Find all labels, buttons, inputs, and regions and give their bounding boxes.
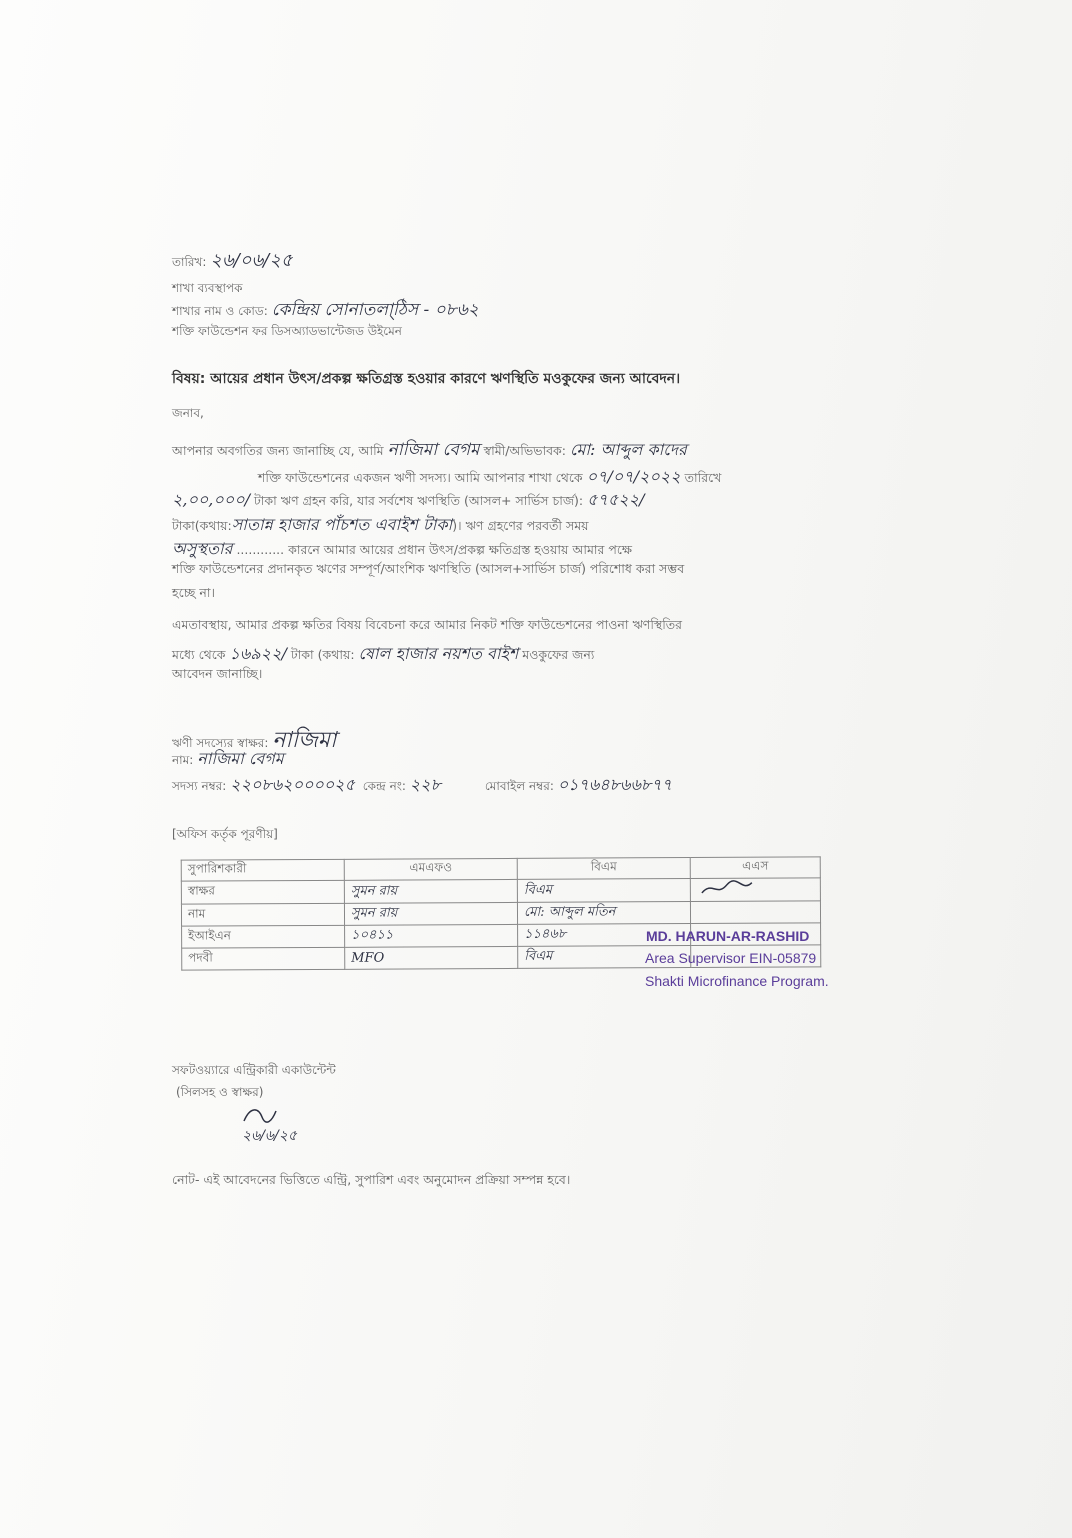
branch-value: কেন্দ্রিয় সোনাতলা্ঠিস - ০৮৬২ (271, 300, 479, 320)
date-line (172, 246, 293, 277)
member-number-label: সদস্য নম্বর: (172, 779, 227, 793)
accountant-title: সফটওয়্যারে এন্ট্রিকারী একাউন্টেন্ট (172, 1063, 336, 1077)
bm-ein: ১১৪৬৮ (518, 924, 691, 947)
para1-line5 (172, 536, 632, 563)
para1-text: টাকা ঋণ গ্রহন করি, যার সর্বশেষ ঋণস্থিতি (আসল+ সার্ভিস চার্জ): (253, 493, 584, 508)
guardian-label: স্বামী/অভিভাবক: (483, 443, 566, 458)
para1-text: )। ঋণ গ্রহণের পরবর্তী সময় (452, 518, 589, 533)
mfo-name: সুমন রায় (344, 902, 517, 925)
salutation: জনাব, (172, 406, 204, 420)
member-signature: নাজিমা (272, 728, 337, 753)
table-header-cell: এমএফও (344, 858, 517, 880)
para1-text: তারিখে (684, 470, 722, 485)
waive-in-words: ষোল হাজার নয়শত বাইশ (358, 644, 519, 663)
bm-signature: বিএম (517, 879, 690, 903)
as-name (690, 901, 820, 924)
signature-scribble-icon (697, 879, 757, 897)
para1-line4 (172, 512, 589, 539)
para1-line6: শক্তি ফাউন্ডেশনের প্রদানকৃত ঋণের সম্পূর্ণ/আংশিক ঋণস্থিতি (আসল+সার্ভিস চার্জ) পরিশোধ করা সম্ভব (172, 561, 685, 576)
recipient-organization: শক্তি ফাউন্ডেশন ফর ডিসঅ্যাডভান্টেজড উইমেন (172, 324, 402, 338)
mobile-label: মোবাইল নম্বর: (484, 779, 554, 793)
para1-text: শক্তি ফাউন্ডেশনের একজন ঋণী সদস্য। আমি আপনার শাখা থেকে (258, 470, 583, 485)
branch-line (172, 297, 479, 325)
damage-cause: অসুস্থতার (172, 539, 233, 558)
table-header-cell: বিএম (517, 858, 690, 880)
bm-name: মো: আব্দুল মতিন (517, 902, 690, 925)
para2-text: মধ্যে থেকে (172, 647, 226, 662)
date-label: তারিখ: (172, 255, 207, 269)
office-use-label: [অফিস কর্তৃক পূরণীয়] (172, 827, 278, 841)
para2-line1: এমতাবস্থায়, আমার প্রকল্প ক্ষতির বিষয় বিবেচনা করে আমার নিকট শক্তি ফাউন্ডেশনের পাওনা ঋণস্থিতির (172, 617, 683, 632)
waive-amount: ১৬৯২২/ (229, 644, 287, 663)
member-name-label: নাম: (172, 753, 194, 767)
branch-label: শাখার নাম ও কোড: (172, 304, 268, 318)
bm-designation: বিএম (518, 946, 691, 969)
para2-text: মওকুফের জন্য (522, 647, 595, 662)
date-value: ২৬/০৬/২৫ (210, 250, 293, 271)
para2-line2 (172, 641, 594, 668)
as-signature (690, 878, 820, 902)
footer-note: নোট- এই আবেদনের ভিত্তিতে এন্ট্রি, সুপারিশ এবং অনুমোদন প্রক্রিয়া সম্পন্ন হবে। (172, 1172, 571, 1187)
stamp-name: MD. HARUN-AR-RASHID (646, 928, 810, 944)
member-name-line (172, 746, 284, 773)
accountant-seal-note: (সিলসহ ও স্বাক্ষর) (176, 1085, 264, 1099)
para1-text: আপনার অবগতির জন্য জানাচ্ছি যে, আমি (172, 443, 384, 458)
para1-line1 (172, 437, 687, 465)
para1-text: টাকা(কথায়: (172, 518, 232, 533)
loan-amount: ২,০০,০০০/ (172, 490, 250, 509)
mfo-designation: MFO (345, 946, 518, 969)
para2-text: টাকা (কথায়: (290, 647, 355, 662)
recipient-title: শাখা ব্যবস্থাপক (172, 281, 243, 295)
table-header-cell: এএস (690, 857, 820, 879)
mfo-signature: সুমন রায় (344, 879, 517, 903)
center-label: কেন্দ্র নং: (362, 779, 406, 793)
table-header-cell: সুপারিশকারী (181, 859, 344, 881)
member-number-line (172, 772, 672, 799)
para2-line3: আবেদন জানাচ্ছি। (172, 666, 263, 681)
center-number: ২২৮ (409, 775, 441, 794)
loan-date: ০৭/০৭/২০২২ (586, 467, 681, 486)
member-name: নাজিমা বেগম (197, 749, 284, 768)
table-row-label: ইআইএন (182, 925, 345, 948)
stamp-designation: Area Supervisor EIN-05879 (645, 950, 817, 966)
guardian-name: মো: আব্দুল কাদের (569, 440, 687, 459)
table-row-label: নাম (181, 903, 344, 926)
accountant-sign-date: ২৬/৬/২৫ (242, 1128, 297, 1144)
table-row-label: পদবী (182, 947, 345, 970)
para1-line7: হচ্ছে না। (172, 585, 215, 600)
table-row-label: স্বাক্ষর (181, 880, 344, 904)
para1-text: ............ কারনে আমার আয়ের প্রধান উৎস/প্রকল্প ক্ষতিগ্রস্ত হওয়ায় আমার পক্ষে (236, 542, 633, 557)
para1-line3 (172, 487, 644, 514)
mobile-number: ০১৭৬৪৮৬৬৮৭৭ (557, 775, 673, 794)
table-row (181, 878, 820, 904)
mfo-ein: ১০৪১১ (345, 924, 518, 947)
member-signature-label: ঋণী সদস্যের স্বাক্ষর: (172, 736, 269, 750)
stamp-program: Shakti Microfinance Program. (645, 973, 829, 989)
balance-in-words: সাতান্ন হাজার পাঁচশত এবাইশ টাকা (231, 515, 453, 534)
subject-line: বিষয়: আয়ের প্রধান উৎস/প্রকল্প ক্ষতিগ্রস্ত হওয়ার কারণে ঋণস্থিতি মওকুফের জন্য আবেদন। (172, 371, 681, 387)
member-number: ২২০৮৬২০০০০২৫ (230, 775, 355, 794)
loan-balance: ৫৭৫২২/ (587, 490, 645, 509)
applicant-name: নাজিমা বেগম (387, 440, 480, 460)
